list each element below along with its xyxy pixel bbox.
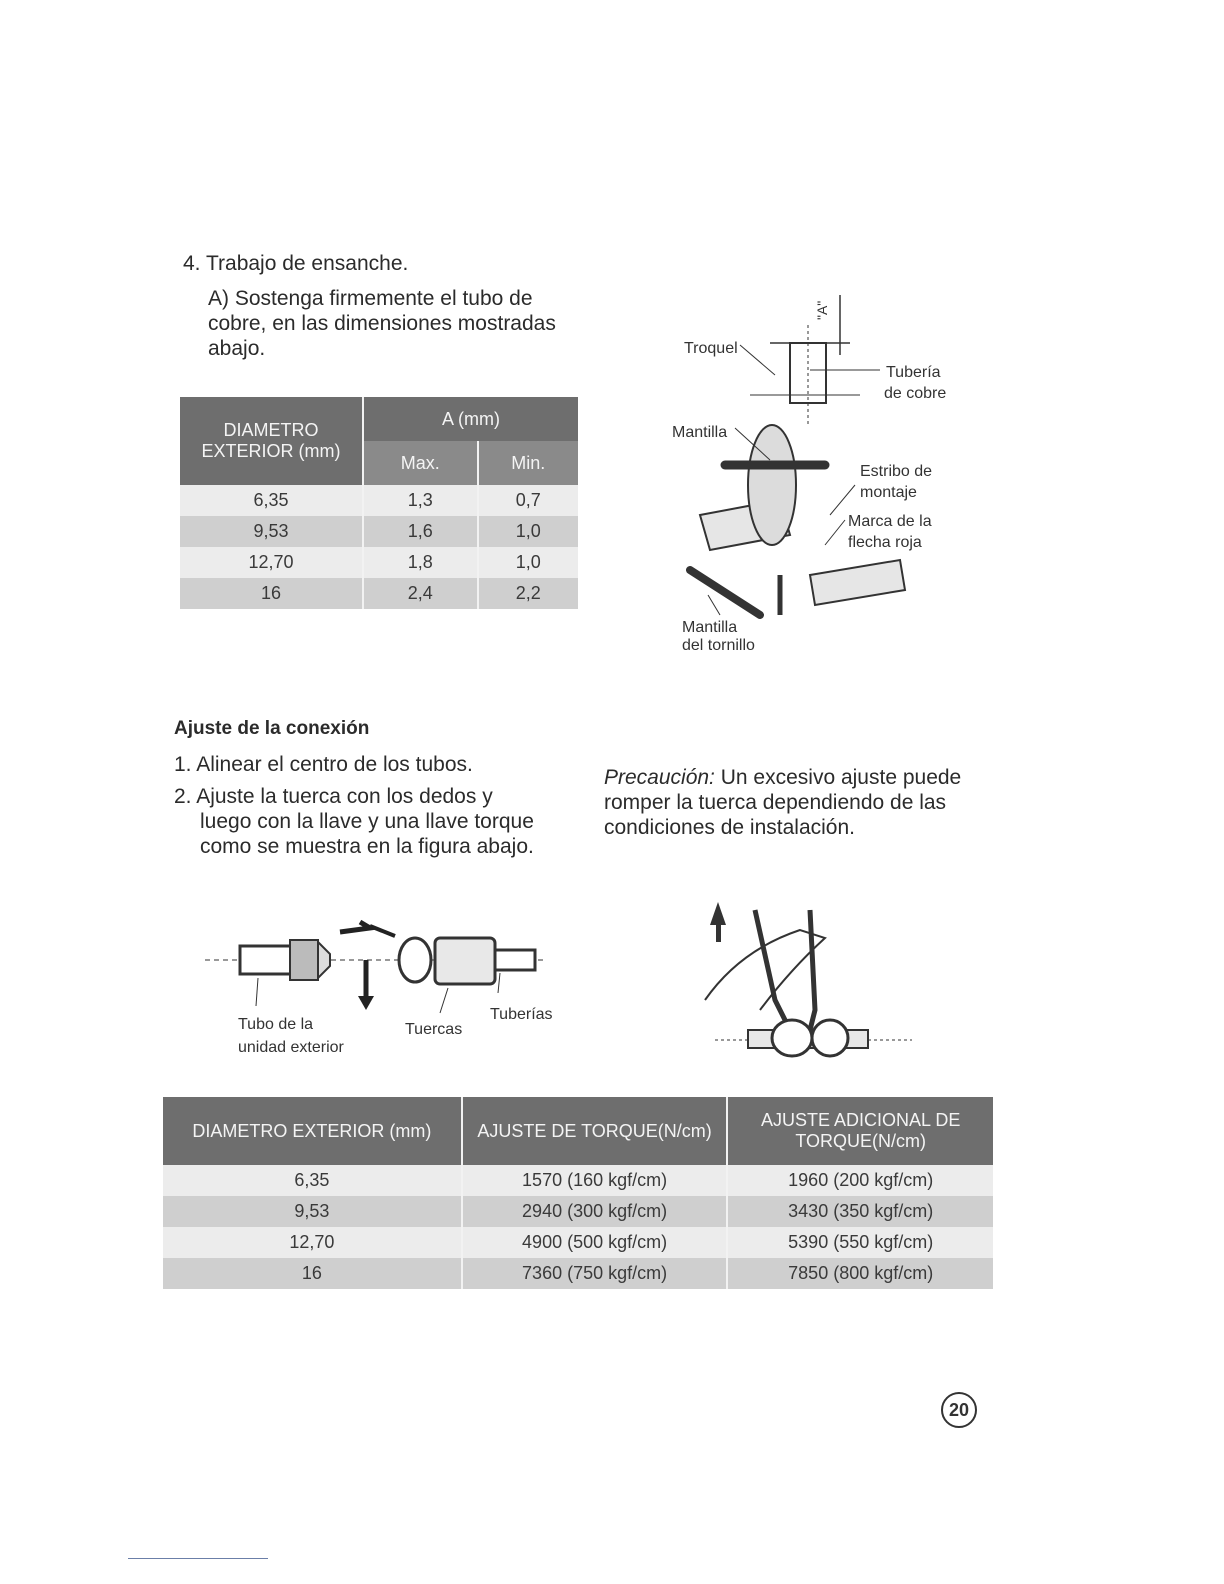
max-cell: 1,8	[363, 547, 477, 578]
label-mantilla-tornillo: Mantilla	[682, 619, 738, 636]
pipe-connection-illustration	[200, 918, 580, 1068]
table-row	[163, 1227, 993, 1258]
additional-torque-cell: 1960 (200 kgf/cm)	[727, 1165, 993, 1196]
step-2-line-2: luego con la llave y una llave torque como se muestra en la figura abajo.	[200, 810, 534, 858]
dimension-a-label: "A"	[814, 300, 830, 320]
min-cell: 1,0	[478, 516, 578, 547]
table-row	[180, 485, 578, 516]
diameter-cell: 16	[180, 578, 363, 609]
label-flecha: flecha roja	[848, 534, 922, 551]
min-cell: 1,0	[478, 547, 578, 578]
page-number: 20	[941, 1392, 977, 1428]
label-tuberias: Tuberías	[490, 1006, 553, 1023]
connection-step-2	[174, 784, 574, 859]
torque-cell: 2940 (300 kgf/cm)	[462, 1196, 728, 1227]
table-row	[180, 578, 578, 609]
diameter-cell: 12,70	[163, 1227, 462, 1258]
diameter-cell: 12,70	[180, 547, 363, 578]
label-de-cobre: de cobre	[884, 385, 947, 402]
header-max: Max.	[363, 441, 477, 485]
footer-divider	[128, 1558, 268, 1559]
caution-label: Precaución:	[604, 766, 715, 789]
table-row	[163, 1165, 993, 1196]
label-mantilla: Mantilla	[672, 424, 728, 441]
torque-table	[163, 1097, 993, 1289]
section-instruction: A) Sostenga firmemente el tubo de cobre, en las dimensiones mostradas abajo.	[208, 287, 556, 360]
header-additional-torque: AJUSTE ADICIONAL DE TORQUE(N/cm)	[727, 1097, 993, 1165]
table-row	[163, 1258, 993, 1289]
connection-step-1: 1. Alinear el centro de los tubos.	[174, 753, 473, 776]
label-tuberia: Tubería	[886, 364, 941, 381]
max-cell: 1,6	[363, 516, 477, 547]
min-cell: 2,2	[478, 578, 578, 609]
header-diameter: DIAMETRO EXTERIOR (mm)	[180, 397, 363, 485]
caution-text: Un excesivo ajuste puede romper la tuerca dependiendo de las condiciones de instalación.	[604, 766, 962, 839]
section-title: 4. Trabajo de ensanche.	[183, 252, 409, 275]
min-cell: 0,7	[478, 485, 578, 516]
additional-torque-cell: 3430 (350 kgf/cm)	[727, 1196, 993, 1227]
label-tornillo: del tornillo	[682, 637, 755, 654]
max-cell: 2,4	[363, 578, 477, 609]
diameter-cell: 9,53	[180, 516, 363, 547]
step-2-line-1: 2. Ajuste la tuerca con los dedos y	[174, 785, 493, 808]
flaring-tool-illustration	[660, 285, 980, 665]
flare-dimension-table	[180, 397, 578, 609]
label-montaje: montaje	[860, 484, 917, 501]
label-estribo: Estribo de	[860, 463, 933, 480]
diameter-cell: 16	[163, 1258, 462, 1289]
connection-heading: Ajuste de la conexión	[174, 718, 370, 739]
table-row	[180, 516, 578, 547]
label-marca: Marca de la	[848, 513, 932, 530]
torque-cell: 7360 (750 kgf/cm)	[462, 1258, 728, 1289]
header-torque: AJUSTE DE TORQUE(N/cm)	[462, 1097, 728, 1165]
torque-wrench-illustration	[700, 890, 930, 1065]
header-min: Min.	[478, 441, 578, 485]
header-a-mm: A (mm)	[363, 397, 578, 441]
additional-torque-cell: 7850 (800 kgf/cm)	[727, 1258, 993, 1289]
diameter-cell: 9,53	[163, 1196, 462, 1227]
torque-cell: 1570 (160 kgf/cm)	[462, 1165, 728, 1196]
table-row	[163, 1196, 993, 1227]
additional-torque-cell: 5390 (550 kgf/cm)	[727, 1227, 993, 1258]
table-row	[180, 547, 578, 578]
header-diameter: DIAMETRO EXTERIOR (mm)	[163, 1097, 462, 1165]
torque-cell: 4900 (500 kgf/cm)	[462, 1227, 728, 1258]
label-troquel: Troquel	[684, 340, 738, 357]
diameter-cell: 6,35	[163, 1165, 462, 1196]
label-tubo: Tubo de la	[238, 1016, 314, 1033]
diameter-cell: 6,35	[180, 485, 363, 516]
label-unidad: unidad exterior	[238, 1039, 344, 1056]
caution-note	[604, 765, 964, 840]
label-tuercas: Tuercas	[405, 1021, 463, 1038]
max-cell: 1,3	[363, 485, 477, 516]
